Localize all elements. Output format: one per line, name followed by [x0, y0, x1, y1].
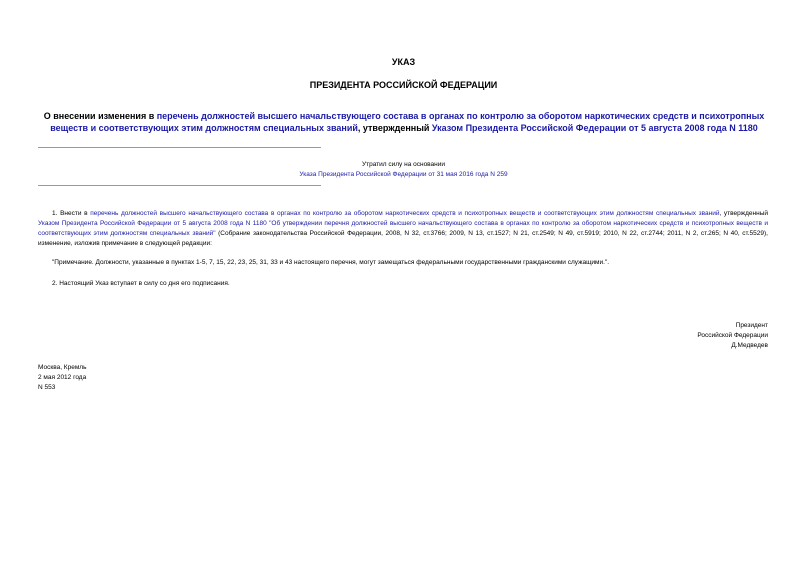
title-link-decree[interactable]: Указом Президента Российской Федерации от 5 августа 2008 года N 1180: [431, 123, 758, 133]
document-issuer: ПРЕЗИДЕНТА РОССИЙСКОЙ ФЕДЕРАЦИИ: [309, 80, 498, 90]
para1-middle: , утвержденный: [719, 210, 768, 217]
title-link-list[interactable]: перечень должностей высшего начальствующего состава в органах по контролю за оборотом наркотических средств и психотропных веществ и соответствующих этим должностям специальных званий: [50, 111, 765, 133]
place-date-block: [38, 363, 86, 393]
para1-suffix: (Собрание законодательства Российской Федерации, 2008, N 32, ст.3766; 2009, N 13, ст.1527; N 21, ст.2549; N 49, ст.5919; 2010, N 22, ст.2744; 2011, N 2, ст.265; N 40, ст.5529), изменение, изложив примечание в следующей редакции:: [38, 230, 768, 247]
signature-name: Д.Медведев: [731, 342, 768, 349]
para1-link-list[interactable]: перечень должностей высшего начальствующего состава в органах по контролю за оборотом наркотических средств и психотропных веществ и соответствующих этим должностям специальных званий: [90, 210, 720, 217]
divider-bottom: [38, 185, 321, 186]
title-prefix: О внесении изменения в: [43, 111, 157, 121]
signature-block: [697, 321, 768, 351]
document-heading: УКАЗ: [391, 57, 416, 67]
document-title: [40, 110, 768, 134]
para1-link-decree[interactable]: Указом Президента Российской Федерации от 5 августа 2008 года N 1180 "Об утверждении перечня должностей высшего начальствующего состава в органах по контролю за оборотом наркотических средств и психотропных веществ и соответствующих этим должностям специальных званий": [38, 220, 768, 237]
document-number: N 553: [38, 384, 56, 391]
lost-force-link[interactable]: Указа Президента Российской Федерации от 31 мая 2016 года N 259: [299, 171, 508, 178]
paragraph-2: 2. Настоящий Указ вступает в силу со дня его подписания.: [52, 280, 230, 287]
place-location: Москва, Кремль: [38, 364, 87, 371]
lost-force-note: [0, 160, 807, 180]
place-date: 2 мая 2012 года: [38, 374, 87, 381]
signature-title: Президент: [735, 322, 768, 329]
lost-force-text: Утратил силу на основании: [361, 161, 446, 168]
title-middle: , утвержденный: [357, 123, 432, 133]
paragraph-1: [38, 209, 768, 249]
signature-country: Российской Федерации: [697, 332, 768, 339]
para1-prefix: 1. Внести в: [52, 210, 91, 217]
divider-top: [38, 147, 321, 148]
paragraph-note: "Примечание. Должности, указанные в пунктах 1-5, 7, 15, 22, 23, 25, 31, 33 и 43 настоящего перечня, могут замещаться федеральными государственными гражданскими служащими.".: [52, 259, 610, 266]
